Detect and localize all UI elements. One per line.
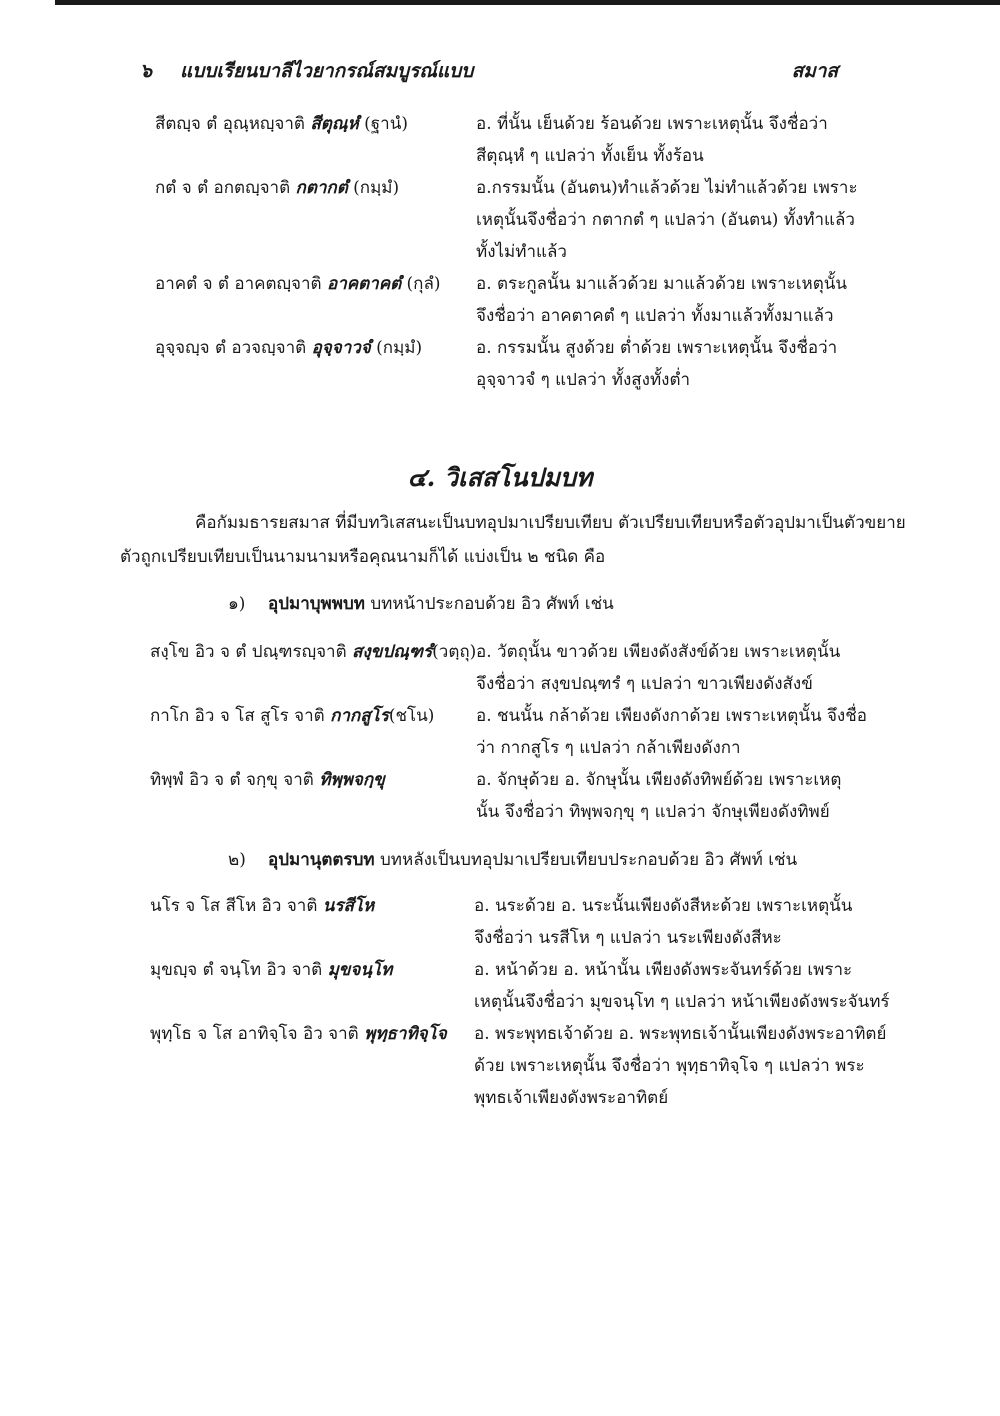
entry-translation: อ. จักษุด้วย อ. จักษุนั้น เพียงดังทิพย์ด้วย เพราะเหตุ นั้น จึงชื่อว่า ทิพฺพจกฺขุ ๆ แปลว่า จักษุเพียงดังทิพย์ bbox=[476, 770, 842, 822]
entry-translation: อ. ที่นั้น เย็นด้วย ร้อนด้วย เพราะเหตุนั้น จึงชื่อว่า สีตุณฺหํ ๆ แปลว่า ทั้งเย็น ทั้งร้อน bbox=[476, 114, 828, 166]
compound-term: มุขจนฺโท bbox=[327, 960, 393, 980]
section-title: ๔. วิเสสโนปมบท bbox=[407, 463, 593, 492]
entry-analysis: สงฺโข อิว จ ตํ ปณฺฑรญฺจาติ สงฺขปณฺฑรํ(วตฺถุ) bbox=[150, 642, 477, 662]
entry-translation: อ.กรรมนั้น (อันตน)ทำแล้วด้วย ไม่ทำแล้วด้วย เพราะ เหตุนั้นจึงชื่อว่า กตากตํ ๆ แปลว่า (อันตน) ทั้งทำแล้ว ทั้งไม่ทำแล้ว bbox=[476, 178, 858, 262]
compound-term: อุจฺจาวจํ bbox=[311, 338, 371, 358]
entry-analysis: มุขญฺจ ตํ จนฺโท อิว จาติ มุขจนฺโท bbox=[150, 960, 393, 980]
entry-analysis: อุจฺจญฺจ ตํ อวจญฺจาติ อุจฺจาวจํ (กมฺมํ) bbox=[155, 338, 423, 358]
entry-analysis: กาโก อิว จ โส สูโร จาติ กากสูโร(ชโน) bbox=[150, 706, 435, 726]
entry-translation: อ. วัตถุนั้น ขาวด้วย เพียงดังสังข์ด้วย เพราะเหตุนั้น จึงชื่อว่า สงฺขปณฺฑรํ ๆ แปลว่า ขาวเพียงดังสังข์ bbox=[476, 642, 841, 694]
intro-line-1: คือกัมมธารยสมาส ที่มีบทวิเสสนะเป็นบทอุปมาเปรียบเทียบ ตัวเปรียบเทียบหรือตัวอุปมาเป็นตัวขยาย bbox=[195, 513, 906, 533]
entry-translation: อ. ชนนั้น กล้าด้วย เพียงดังกาด้วย เพราะเหตุนั้น จึงชื่อ ว่า กากสูโร ๆ แปลว่า กล้าเพียงดังกา bbox=[476, 706, 867, 758]
compound-term: สีตุณฺหํ bbox=[310, 114, 359, 134]
book-title: แบบเรียนบาลีไวยากรณ์สมบูรณ์แบบ bbox=[180, 60, 474, 82]
page-number: ๖ bbox=[140, 60, 153, 82]
entry-analysis: ทิพฺพํ อิว จ ตํ จกฺขุ จาติ ทิพฺพจกฺขุ bbox=[150, 770, 385, 790]
compound-term: กตากตํ bbox=[295, 178, 348, 198]
entry-analysis: พุทฺโธ จ โส อาทิจฺโจ อิว จาติ พุทฺธาทิจฺโจ bbox=[150, 1024, 447, 1044]
entry-translation: อ. นระด้วย อ. นระนั้นเพียงดังสีหะด้วย เพราะเหตุนั้น จึงชื่อว่า นรสีโห ๆ แปลว่า นระเพียงดังสีหะ bbox=[474, 896, 853, 948]
entry-translation: อ. กรรมนั้น สูงด้วย ต่ำด้วย เพราะเหตุนั้น จึงชื่อว่า อุจฺจาวจํ ๆ แปลว่า ทั้งสูงทั้งต่ำ bbox=[476, 338, 838, 390]
subheading-1: ๑) อุปมาบุพพบท บทหน้าประกอบด้วย อิว ศัพท์ เช่น bbox=[228, 594, 614, 614]
compound-term: สงฺขปณฺฑรํ bbox=[352, 642, 433, 662]
intro-line-2: ตัวถูกเปรียบเทียบเป็นนามนามหรือคุณนามก็ได้ แบ่งเป็น ๒ ชนิด คือ bbox=[120, 547, 606, 567]
entry-analysis: กตํ จ ตํ อกตญฺจาติ กตากตํ (กมฺมํ) bbox=[155, 178, 400, 198]
running-header bbox=[0, 56, 1000, 86]
entry-analysis: อาคตํ จ ตํ อาคตญฺจาติ อาคตาคตํ (กุลํ) bbox=[155, 274, 441, 294]
compound-term: ทิพฺพจกฺขุ bbox=[319, 770, 385, 790]
entry-analysis: สีตญฺจ ตํ อุณฺหญฺจาติ สีตุณฺหํ (ฐานํ) bbox=[155, 114, 408, 134]
compound-term: นรสีโห bbox=[322, 896, 375, 916]
compound-term: กากสูโร bbox=[330, 706, 389, 726]
section-name: สมาส bbox=[791, 60, 838, 82]
subheading-2: ๒) อุปมานุตตรบท บทหลังเป็นบทอุปมาเปรียบเทียบประกอบด้วย อิว ศัพท์ เช่น bbox=[228, 850, 798, 870]
scan-top-edge bbox=[55, 0, 1000, 5]
compound-term: พุทฺธาทิจฺโจ bbox=[364, 1024, 447, 1044]
compound-term: อาคตาคตํ bbox=[326, 274, 402, 294]
entry-translation: อ. หน้าด้วย อ. หน้านั้น เพียงดังพระจันทร์ด้วย เพราะ เหตุนั้นจึงชื่อว่า มุขจนฺโท ๆ แปลว่า หน้าเพียงดังพระจันทร์ bbox=[474, 960, 890, 1012]
entry-analysis: นโร จ โส สีโห อิว จาติ นรสีโห bbox=[150, 896, 375, 916]
entry-translation: อ. ตระกูลนั้น มาแล้วด้วย มาแล้วด้วย เพราะเหตุนั้น จึงชื่อว่า อาคตาคตํ ๆ แปลว่า ทั้งมาแล้วทั้งมาแล้ว bbox=[476, 274, 848, 326]
entry-translation: อ. พระพุทธเจ้าด้วย อ. พระพุทธเจ้านั้นเพียงดังพระอาทิตย์ ด้วย เพราะเหตุนั้น จึงชื่อว่า พุทฺธาทิจฺโจ ๆ แปลว่า พระ พุทธเจ้าเพียงดังพระอาทิตย์ bbox=[474, 1024, 887, 1108]
